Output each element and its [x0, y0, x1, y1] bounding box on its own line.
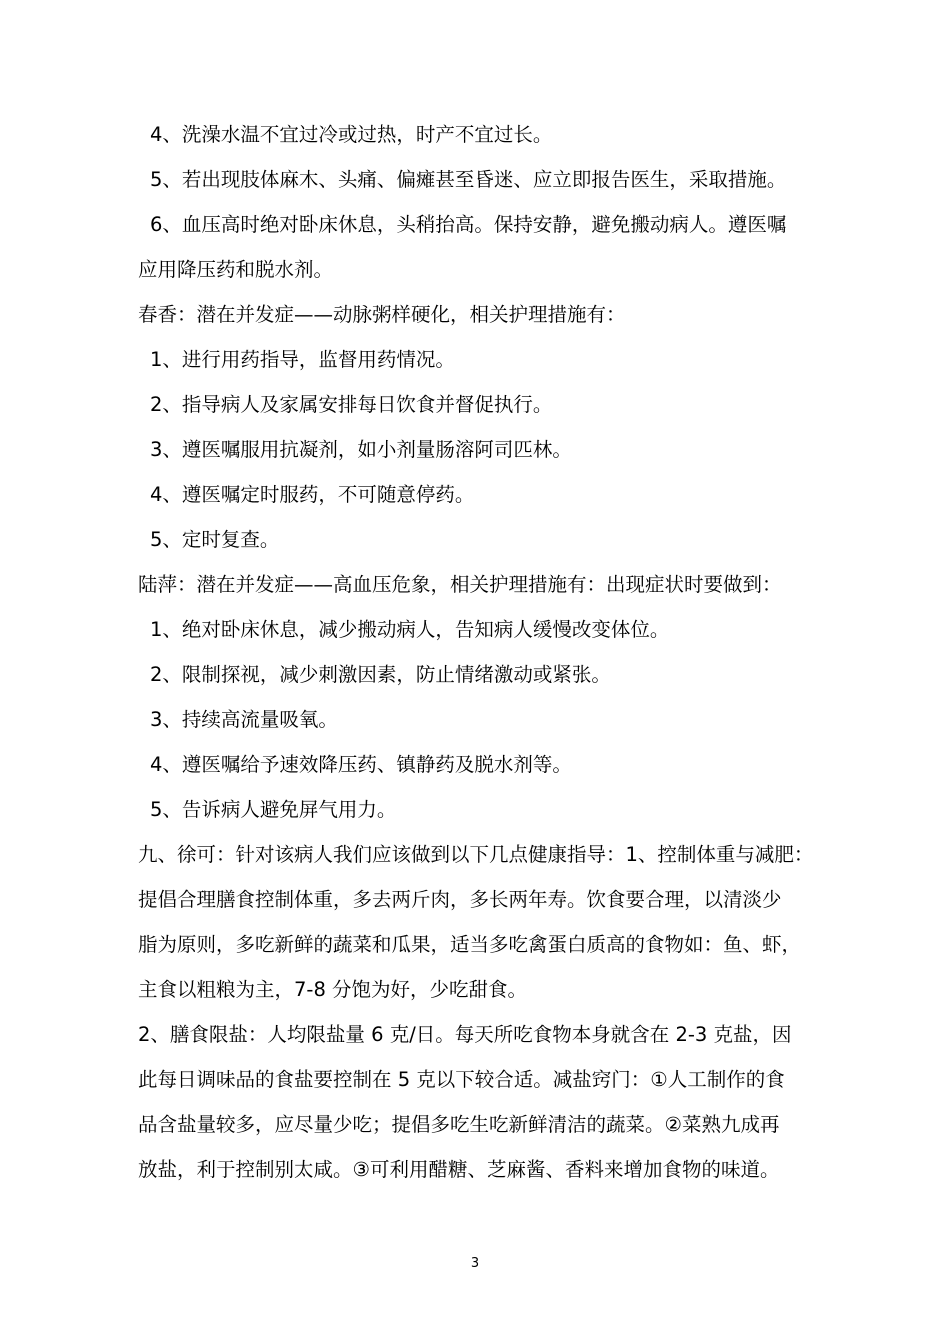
text-line: 2、限制探视，减少刺激因素，防止情绪激动或紧张。 [150, 663, 611, 686]
text-line: 提倡合理膳食控制体重，多去两斤肉，多长两年寿。饮食要合理，以清淡少 [138, 888, 782, 911]
text-line: 4、洗澡水温不宜过冷或过热，时产不宜过长。 [150, 123, 553, 146]
text-line: 主食以粗粮为主，7-8 分饱为好，少吃甜食。 [138, 978, 528, 1001]
text-line: 6、血压高时绝对卧床休息，头稍抬高。保持安静，避免搬动病人。遵医嘱 [150, 213, 787, 236]
text-line: 放盐，利于控制别太咸。③可利用醋糖、芝麻酱、香料来增加食物的味道。 [138, 1158, 780, 1181]
text-line: 品含盐量较多，应尽量少吃；提倡多吃生吃新鲜清洁的蔬菜。②菜熟九成再 [138, 1113, 780, 1136]
text-line: 5、定时复查。 [150, 528, 280, 551]
text-line: 3、遵医嘱服用抗凝剂，如小剂量肠溶阿司匹林。 [150, 438, 572, 461]
text-line: 4、遵医嘱定时服药，不可随意停药。 [150, 483, 475, 506]
text-line: 脂为原则，多吃新鲜的蔬菜和瓜果，适当多吃禽蛋白质高的食物如：鱼、虾， [138, 933, 802, 956]
text-line: 应用降压药和脱水剂。 [138, 258, 334, 281]
text-line: 5、告诉病人避免屏气用力。 [150, 798, 397, 821]
text-line: 4、遵医嘱给予速效降压药、镇静药及脱水剂等。 [150, 753, 572, 776]
text-line: 3、持续高流量吸氧。 [150, 708, 338, 731]
section-heading: 陆萍：潜在并发症——高血压危象，相关护理措施有：出现症状时要做到： [138, 573, 782, 596]
page-number: 3 [470, 1256, 480, 1271]
section-heading: 九、徐可：针对该病人我们应该做到以下几点健康指导：1、控制体重与减肥： [138, 843, 814, 866]
section-heading: 春香：潜在并发症——动脉粥样硬化，相关护理措施有： [138, 303, 626, 326]
text-line: 2、膳食限盐：人均限盐量 6 克/日。每天所吃食物本身就含在 2-3 克盐，因 [138, 1023, 792, 1046]
text-line: 1、绝对卧床休息，减少搬动病人，告知病人缓慢改变体位。 [150, 618, 670, 641]
text-line: 5、若出现肢体麻木、头痛、偏瘫甚至昏迷、应立即报告医生，采取措施。 [150, 168, 787, 191]
text-line: 此每日调味品的食盐要控制在 5 克以下较合适。减盐窍门：①人工制作的食 [138, 1068, 785, 1091]
text-line: 2、指导病人及家属安排每日饮食并督促执行。 [150, 393, 553, 416]
text-line: 1、进行用药指导，监督用药情况。 [150, 348, 455, 371]
